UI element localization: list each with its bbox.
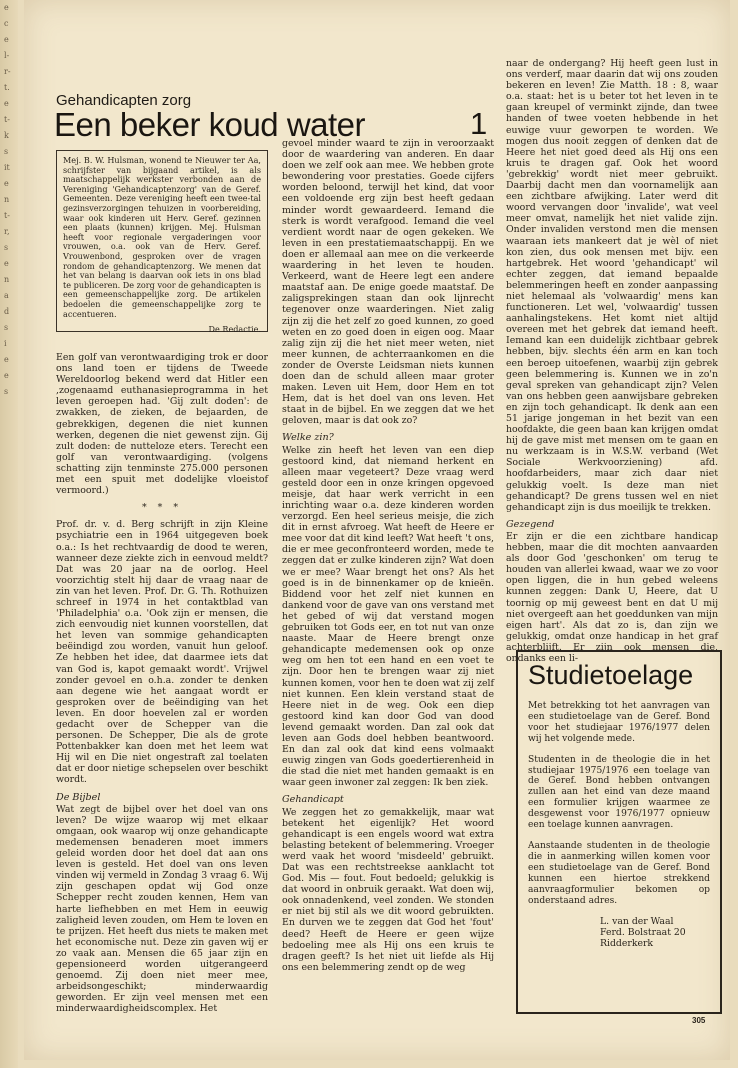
box-paragraph: Aanstaande studenten in de theologie die in aanmerking willen komen voor een studietoelage van de Geref. Bond kunnen een hiertoe strekkend aanvraagformulier bekomen op onderstaand adres. (528, 840, 710, 906)
intro-text: Mej. B. W. Hulsman, wonend te Nieuwer ter Aa, schrijfster van bijgaand artikel, is als maatschappelijk werkster verbonden aan de Vereniging 'Gehandicaptenzorg' van de Geref. Gemeenten. Deze vereniging heeft een twee-tal gezinsverzorgingen tehuizen in voorbereiding, waar ook kinderen uit Herv. Geref. gezinnen een plaats (kunnen) krijgen. Mej. Hulsman heeft voor regionale vergaderingen voor vrouwen, o.a. ook van de Herv. Geref. Vrouwenbond, gesproken over de vragen rondom de gehandicaptenzorg. We menen dat het van belang is daarvan ook iets in ons blad te publiceren. De zorg voor de gehandicapten is een gemeenschappelijke zorg. De artikelen bedoelen die gemeenschappelijke zorg te accentueren. (63, 155, 261, 319)
article-title: Een beker koud water (54, 106, 366, 143)
adjacent-page-bleed: e c e l- r- t. e t- k s it e n t- r, s e n a d s i e e s (0, 0, 18, 1068)
contact-address (600, 916, 710, 949)
subheading-de-bijbel: De Bijbel (56, 791, 101, 803)
intro-signature: De Redactie. (208, 324, 261, 335)
column-2 (282, 138, 494, 1030)
section-kicker: Gehandicapten zorg (56, 92, 192, 109)
paragraph: naar de ondergang? Hij heeft geen lust in ons verderf, maar daarin dat wij ons zouden bekeren en leven! Zie Matth. 18 : 8, waar o.a. staat: het is u beter tot het leven in te gaan kreupel of verminkt zijnde, dan twee handen of twee voeten hebbende in het euwige vuur geworpen te worden. We mogen dus nooit zeggen of denken dat de Heere het niet goed deed als Hij ons een kruis te dragen gaf. Ook het woord 'gebrekkig' wordt niet meer gebruikt. Daarbij dacht men dan voornamelijk aan een zichtbare afwijking. Later werd dit woord vervangen door 'invalide', wat veel meer omvat, namelijk het niet valide zijn. Onder invaliden verstond men die mensen waaraan iets mankeert dat je wèl of niet kon zien, dus ook mensen met bijv. een hartgebrek. Het woord 'gehandicapt' wil echter zeggen, dat iemand bepaalde belemmeringen heeft en zonder aanpassing niet helemaal als 'volwaardig' mens kan functioneren. Let wel, 'volwaardig' tussen aanhalingstekens. Het komt niet altijd overeen met het gebrek dat iemand heeft. Iemand kan een duidelijk zichtbaar gebrek hebben, bijv. slechts één arm en kan toch een beroep uitoefenen, waarbij zijn gebrek geen belemmering is. Kunnen we in zo'n geval spreken van gehandicapt zijn? Velen van ons hebben geen aanwijsbare gebreken en zijn toch gehandicapt. Ik denk aan een 51 jarige jongeman in het bezit van een hoofdakte, die geen baan kan krijgen omdat hij de gave mist met mensen om te gaan en nu werkzaam is in W.S.W. verband (Wet Sociale Werkvoorziening) afd. hoofdarbeiders, maar zich daar niet gelukkig voelt. Is deze man niet gehandicapt? De grens tussen wel en niet gehandicapt zijn is dus moeilijk te trekken. (506, 58, 718, 513)
paragraph: Prof. dr. v. d. Berg schrijft in zijn Kleine psychiatrie een in 1964 uitgegeven boek o.a.: Is het rechtvaardig de dood te weren, wanneer deze ziekte zich in eenvoud meldt? Dat was 20 jaar na de oorlog. Heel voorzichtig stelt hij daar de vraag naar de zin van het leven. Prof. Dr. G. Th. Rothuizen schreef in 1974 in het contaktblad van 'Philadelphia' o.a. 'Ook zijn er mensen, die zich eenvoudig niet kunnen voorstellen, dat het leven van sommige gehandicapten beëindigd zou worden, vanuit hun geloof. Ze hebben het idee, dat daarmee iets dat van God is, kapot gemaakt wordt'. Vrijwel zonder gevoel en o.h.a. zonder te denken aan degene wie het aangaat wordt er gesproken over de beëindiging van het leven. En door hoevelen zal er worden gedacht over de Schepper van die personen. De Schepper, Die als de grote Pottenbakker kan doen met het leem wat Hij wil en Die niet ongestraft zal toelaten dat er door nietige schepselen over beschikt wordt. (56, 519, 268, 786)
contact-street: Ferd. Bolstraat 20 (600, 927, 686, 939)
box-paragraph: Met betrekking tot het aanvragen van een studietoelage van de Geref. Bond voor het studiejaar 1976/1977 delen wij het volgende mede. (528, 701, 710, 744)
column-1 (56, 352, 268, 1030)
contact-name: L. van der Waal (600, 916, 674, 928)
paragraph: We zeggen het zo gemakkelijk, maar wat betekent het eigenlijk? Het woord gehandicapt is een engels woord wat extra belasting betekent of belemmering. Vroeger werd vaak het woord 'misdeeld' gebruikt. Dat was een rechtstreekse aanklacht tot God. Mis — fout. Fout bedoeld; gelukkig is dat woord in onbruik geraakt. Wat doen wij, ook onnadenkend, veel zonden. We stonden er niet bij stil als we dit woord gebruikten. En durven we te zeggen dat God het 'fout' deed? Heeft de Heere er geen wijze bedoeling mee als Hij ons een kruis te dragen geeft? Is het niet uit liefde als Hij ons een belemmering zendt op de weg (282, 806, 494, 973)
studietoelage-box (516, 650, 722, 1014)
paragraph: gevoel minder waard te zijn in veroorzaakt door de waardering van anderen. En daar doen we zelf ook aan mee. We hebben grote bewondering voor prestaties. Goede cijfers worden beloond, terwijl het kind, dat voor een voldoende erg zijn best heeft gedaan minder wordt gewaardeerd. Iemand die sterk is wordt verafgood. Iemand die veel verdient wordt naar de ogen gekeken. We leven in een prestatiemaatschappij. En we doen er allemaal aan mee on die verkeerde waardering in het leven te houden. Verkeerd, want de Heere legt een andere maatstaf aan. De enige goede maatstaf. De zaligsprekingen staan dan ook lijnrecht tegenover onze waarderingen. Niet zalig zijn zij die het zelf zo goed kunnen, zo goed weten en zo goed doen in eigen oog. Maar zalig zijn zij die het niet meer weten, niet meer kunnen, de achterraankomen en die zonder de Overste Leidsman niets kunnen doen dan de schuld alleen maar groter maken. Leven uit Hem, door Hem en tot Hem, dat is het doel van ons leven. Het staat in de bijbel. En we zeggen dat we het geloven, maar is dat ook zo? (282, 138, 494, 427)
subheading-gezegend: Gezegend (506, 518, 555, 530)
contact-city: Ridderkerk (600, 938, 654, 950)
section-divider: * * * (141, 502, 183, 514)
magazine-page (24, 0, 730, 1060)
part-number: 1 (470, 106, 488, 141)
paragraph: Wat zegt de bijbel over het doel van ons leven? De wijze waarop wij met elkaar omgaan, ook waarop wij onze gehandicapte medemensen benaderen moet immers geleid worden door het doel dat aan ons leven is gesteld. Het doel van ons leven vinden wij vermeld in Zondag 3 vraag 6. Wij zijn geschapen opdat wij God onze Schepper recht zouden kennen, Hem van harte liefhebben en met Hem in eeuwig zaligheid leven zouden, om Hem te loven en te prijzen. Het heeft dus niets te maken met het economische nut. Deze zin gaven wij er zo vaak aan. Mensen die 65 jaar zijn en gepensioneerd worden uitgerangeerd genoemd. Zij doen niet meer mee, arbeidsongeschikt; minderwaardig geworden. Er zijn veel mensen met een minderwaardigheidscomplex. Het (56, 803, 268, 1015)
subheading-gehandicapt: Gehandicapt (282, 794, 344, 806)
box-title: Studietoelage (528, 660, 694, 690)
column-3 (506, 58, 718, 664)
paragraph: Welke zin heeft het leven van een diep gestoord kind, dat niemand herkent en alleen maar vegeteert? Deze vraag werd gesteld door een in onze kringen opgevoed meisje, dat haar werk verricht in een inrichting waar o.a. deze kinderen worden verzorgd. Een heel serieus meisje, die zich dit in ernst afvroeg. Wat heeft de Heere er mee voor dat dit kind leeft? Wat heeft 't ons, die er mee geconfronteerd worden, mede te zeggen dat er zulke kinderen zijn? Wat doen we er mee? Waar brengt het ons? Als het goed is in de binnenkamer op de knieën. Biddend voor het zelf niet kunnen en dankend voor de gave van ons verstand met het gebed of wij dat verstand mogen gebruiken tot Gods eer, en tot nut van onze naaste. Maar de Heere brengt onze gehandicapte medemensen ook op onze weg om hen tot een hand en een voet te zijn. Door hen te brengen waar zij niet kunnen komen, voor hen te doen wat zij zelf niet kunnen. Een klein verstand staat de Heere niet in de weg. Ook een diep gestoord kind kan door God van dood levend gemaakt worden. Dan zal ook dat leven aan Gods doel hebben beantwoord. En dan zal ook dat kind eens volmaakt euwig zingen van Gods goedertierenheid in die stad die niet met handen gemaakt is en waar geen inwoner zal zeggen: Ik ben ziek. (282, 444, 494, 789)
page-number: 305 (692, 1016, 706, 1025)
paragraph: Een golf van verontwaardiging trok er door ons land toen er tijdens de Tweede Wereldoorlog bekend werd dat Hitler een ,zogenaamd euthanasieprogramma in het leven geroepen had. 'Gij zult doden': de zwakken, de zieken, de bejaarden, de gebrekkigen, degenen die niet kunnen werken, degenen die niet gewenst zijn. Gij zult doden: de nutteloze eters. Terecht een golf van verontwaardiging. (volgens schatting zijn tenminste 275.000 personen met een spuit met dodelijke vloeistof vermoord.) (56, 352, 268, 497)
subheading-welke-zin: Welke zin? (282, 432, 334, 444)
box-paragraph: Studenten in de theologie die in het studiejaar 1975/1976 een toelage van de Geref. Bond hebben ontvangen zullen aan het eind van deze maand een formulier krijgen waarmee ze desgewenst voor 1976/1977 opnieuw een toelage kunnen aanvragen. (528, 754, 710, 831)
paragraph: Er zijn er die een zichtbare handicap hebben, maar die dit mochten aanvaarden als door God 'geschonken' om terug te houden van allerlei kwaad, waar we zo voor open liggen, die in hun gebed weleens kunnen zeggen: Dank U, Heere, dat U toornig op mij geweest bent en dat U mij niet overgeeft aan het goeddunken van mijn eigen hart'. Als dat zo is, dan zijn we gelukkig, omdat onze handicap in het graf achterblijft. Er zijn ook mensen die, ondanks een li- (506, 530, 718, 664)
editorial-intro-box (56, 150, 268, 335)
